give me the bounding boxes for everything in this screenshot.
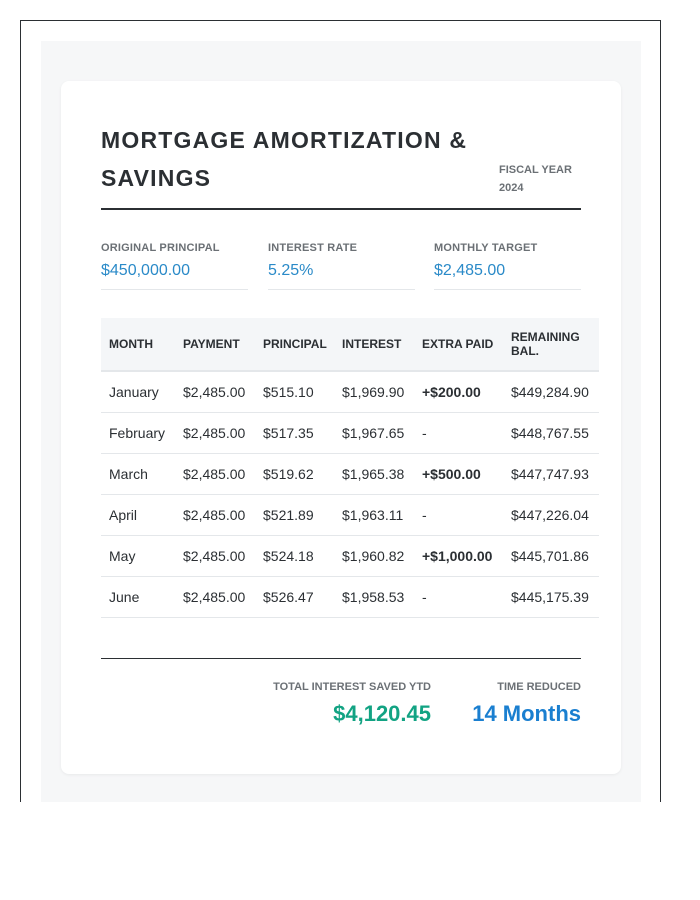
stat-label: MONTHLY TARGET [434,242,538,254]
time-reduced-value: 14 Months [472,701,581,726]
table-row [101,577,599,618]
fiscal-year-block [499,161,599,197]
cell-principal: $517.35 [255,413,334,454]
interest-saved-label: TOTAL INTEREST SAVED YTD [273,681,431,693]
interest-saved-value: $4,120.45 [333,701,431,726]
table-row [101,536,599,577]
summary-divider [101,658,581,659]
cell-extra-paid: - [414,495,503,536]
cell-interest: $1,967.65 [334,413,414,454]
cell-interest: $1,960.82 [334,536,414,577]
table-row [101,454,599,495]
cell-extra-paid: - [414,577,503,618]
table-row [101,371,599,413]
cell-extra-paid: +$200.00 [414,371,503,413]
cell-month: March [101,454,175,495]
cell-extra-paid: +$1,000.00 [414,536,503,577]
time-reduced-label: TIME REDUCED [497,681,581,693]
cell-interest: $1,963.11 [334,495,414,536]
cell-month: June [101,577,175,618]
cell-remaining-balance: $445,701.86 [503,536,599,577]
cell-interest: $1,965.38 [334,454,414,495]
cell-payment: $2,485.00 [175,454,255,495]
column-header-payment: PAYMENT [175,318,255,371]
table-header-row [101,318,599,371]
stat-value: $2,485.00 [434,262,506,279]
table-row [101,413,599,454]
stat-value: $450,000.00 [101,262,190,279]
cell-payment: $2,485.00 [175,371,255,413]
cell-remaining-balance: $447,226.04 [503,495,599,536]
table-row [101,495,599,536]
stat-label: ORIGINAL PRINCIPAL [101,242,220,254]
stat-original-principal [101,241,248,290]
cell-remaining-balance: $447,747.93 [503,454,599,495]
title-divider [101,208,581,210]
column-header-remaining-balance: REMAINING BAL. [503,318,599,371]
column-header-extra-paid: EXTRA PAID [414,318,503,371]
cell-principal: $521.89 [255,495,334,536]
cell-remaining-balance: $445,175.39 [503,577,599,618]
stat-label: INTEREST RATE [268,242,358,254]
column-header-principal: PRINCIPAL [255,318,334,371]
cell-principal: $524.18 [255,536,334,577]
cell-month: January [101,371,175,413]
cell-interest: $1,969.90 [334,371,414,413]
amortization-table [101,318,599,618]
cell-principal: $526.47 [255,577,334,618]
column-header-interest: INTEREST [334,318,414,371]
report-title: MORTGAGE AMORTIZATION & SAVINGS [101,127,468,191]
cell-remaining-balance: $448,767.55 [503,413,599,454]
cell-month: May [101,536,175,577]
cell-remaining-balance: $449,284.90 [503,371,599,413]
cell-principal: $519.62 [255,454,334,495]
column-header-month: MONTH [101,318,175,371]
cell-payment: $2,485.00 [175,536,255,577]
report-card [61,81,621,774]
cell-payment: $2,485.00 [175,577,255,618]
cell-month: February [101,413,175,454]
cell-extra-paid: - [414,413,503,454]
cell-principal: $515.10 [255,371,334,413]
stat-monthly-target [434,241,581,290]
cell-payment: $2,485.00 [175,413,255,454]
cell-extra-paid: +$500.00 [414,454,503,495]
cell-interest: $1,958.53 [334,577,414,618]
cell-payment: $2,485.00 [175,495,255,536]
fiscal-year-value: 2024 [499,182,524,194]
cell-month: April [101,495,175,536]
stat-interest-rate [268,241,415,290]
stat-value: 5.25% [268,262,314,279]
fiscal-year-label: FISCAL YEAR [499,164,572,176]
